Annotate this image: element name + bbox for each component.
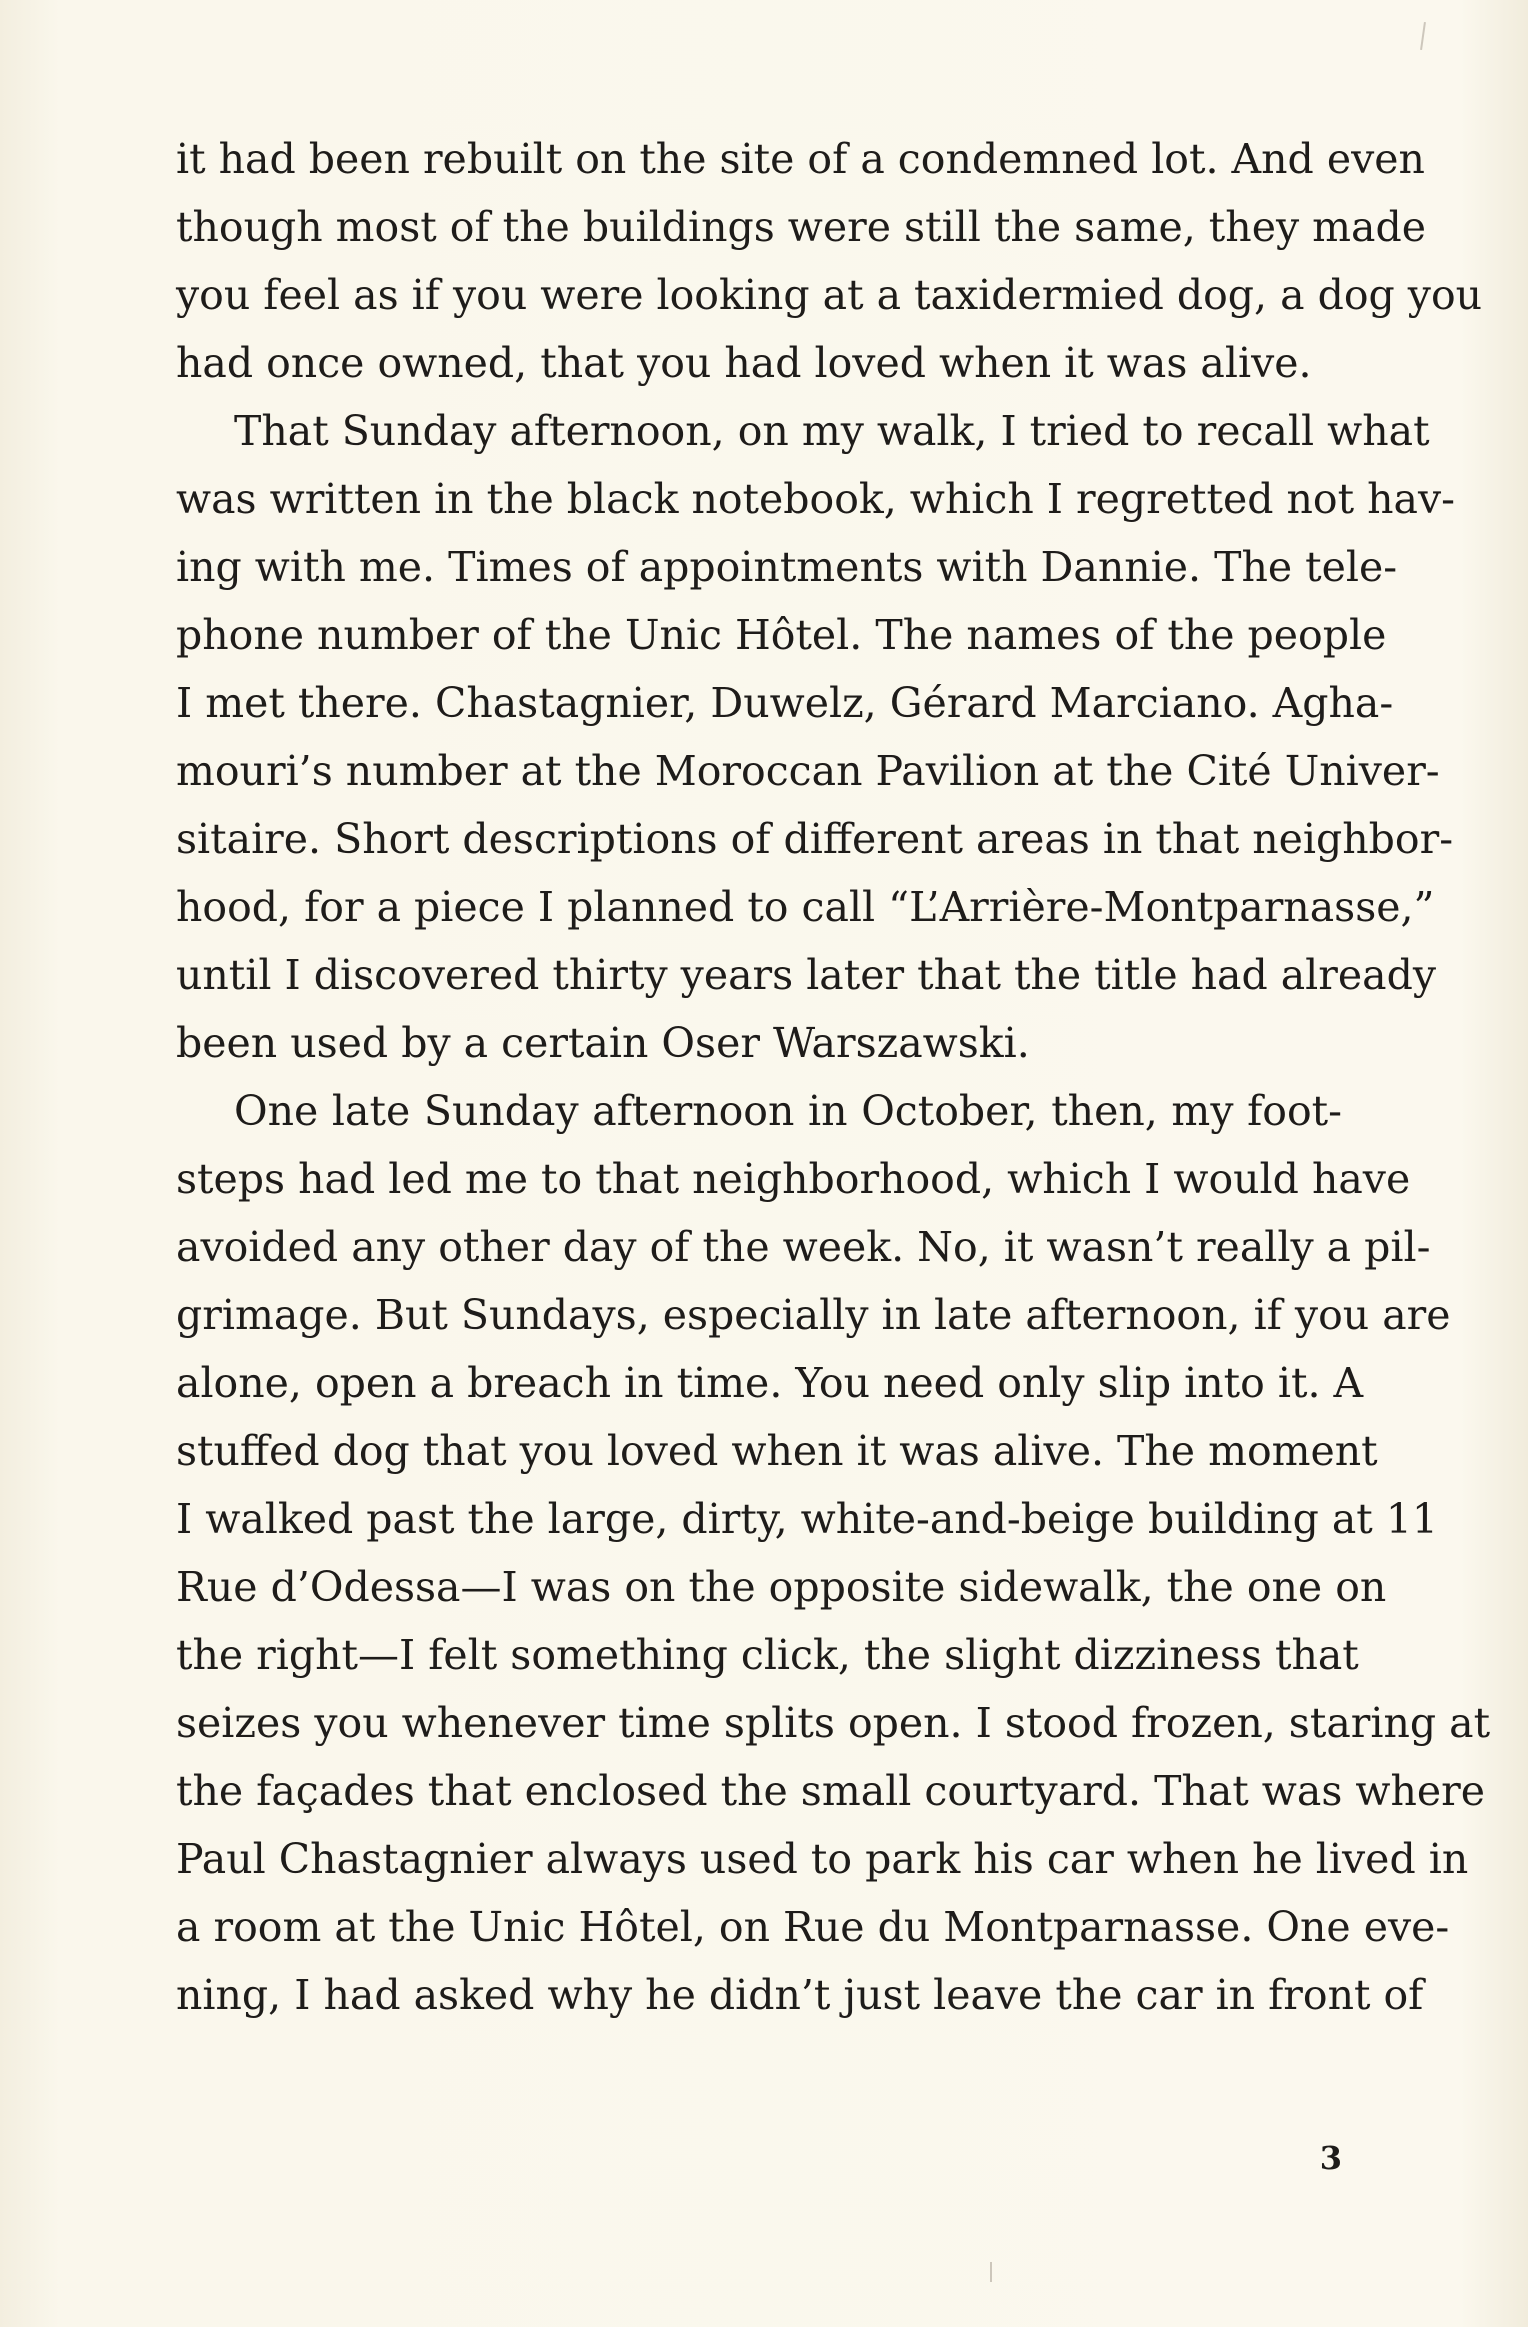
text-line: I met there. Chastagnier, Duwelz, Gérard Marciano. Agha- [176,679,1394,727]
text-line: steps had led me to that neighborhood, which I would have [176,1155,1411,1203]
body-text [176,125,1491,2029]
text-line: ing with me. Times of appointments with Dannie. The tele- [176,543,1398,591]
text-line: mouri’s number at the Moroccan Pavilion at the Cité Univer- [176,747,1440,795]
text-line: ning, I had asked why he didn’t just leave the car in front of [176,1971,1424,2019]
text-line: phone number of the Unic Hôtel. The names of the people [176,611,1387,659]
text-line: I walked past the large, dirty, white-and-beige building at 11 [176,1495,1438,1543]
text-line: grimage. But Sundays, especially in late afternoon, if you are [176,1291,1451,1339]
text-line: One late Sunday afternoon in October, then, my foot- [234,1087,1342,1135]
text-line: That Sunday afternoon, on my walk, I tried to recall what [234,407,1430,455]
page-crease-mark [990,2262,992,2282]
text-line: the façades that enclosed the small courtyard. That was where [176,1767,1486,1815]
text-line: hood, for a piece I planned to call “L’Arrière-Montparnasse,” [176,883,1435,931]
text-line: alone, open a breach in time. You need only slip into it. A [176,1359,1364,1407]
text-line: it had been rebuilt on the site of a condemned lot. And even [176,135,1425,183]
text-line: the right—I felt something click, the slight dizziness that [176,1631,1359,1679]
text-line: seizes you whenever time splits open. I stood frozen, staring at [176,1699,1491,1747]
text-line: until I discovered thirty years later that the title had already [176,951,1437,999]
text-line: had once owned, that you had loved when it was alive. [176,339,1312,387]
text-line: Rue d’Odessa—I was on the opposite sidewalk, the one on [176,1563,1387,1611]
text-line: been used by a certain Oser Warszawski. [176,1019,1030,1067]
text-line: sitaire. Short descriptions of different areas in that neighbor- [176,815,1454,863]
page-number: 3 [1319,2139,1342,2177]
text-line: though most of the buildings were still the same, they made [176,203,1426,251]
text-line: you feel as if you were looking at a taxidermied dog, a dog you [176,271,1483,319]
page-crease-mark [1420,22,1426,50]
text-line: a room at the Unic Hôtel, on Rue du Montparnasse. One eve- [176,1903,1450,1951]
text-line: stuffed dog that you loved when it was alive. The moment [176,1427,1378,1475]
text-line: was written in the black notebook, which I regretted not hav- [176,475,1455,523]
text-line: Paul Chastagnier always used to park his car when he lived in [176,1835,1469,1883]
text-line: avoided any other day of the week. No, it wasn’t really a pil- [176,1223,1431,1271]
